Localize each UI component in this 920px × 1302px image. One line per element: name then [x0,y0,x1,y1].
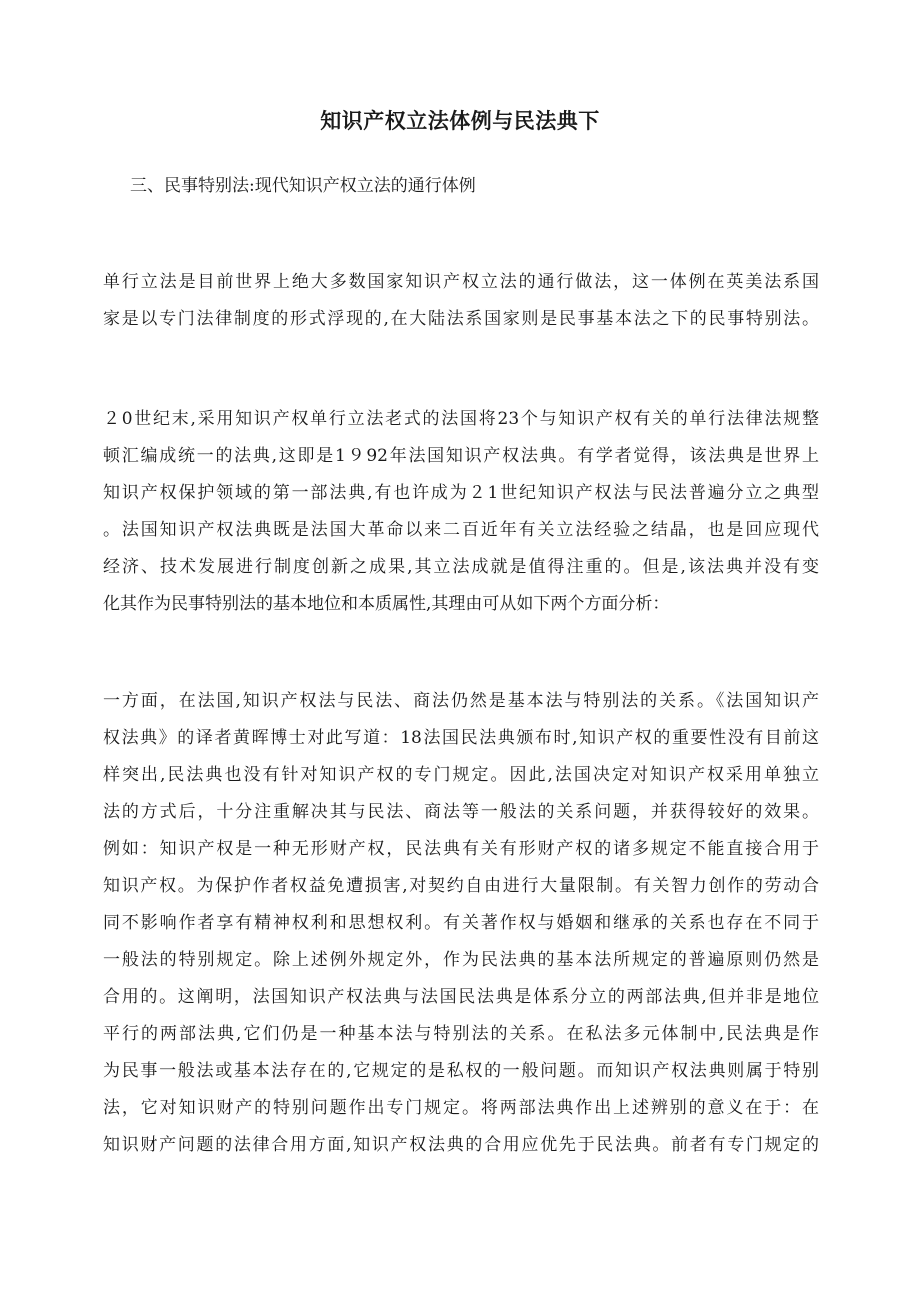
paragraph-line: 知识产权。为保护作者权益免遭损害,对契约自由进行大量限制。有关智力创作的劳动合 [103,876,819,896]
paragraph-2 [103,401,819,623]
paragraph-line: 样突出,民法典也没有针对知识产权的专门规定。因此,法国决定对知识产权采用单独立 [103,765,819,785]
paragraph-line: 顿汇编成统一的法典,这即是1９92年法国知识产权法典。有学者觉得，该法典是世界上 [103,446,819,466]
paragraph-line: 一方面，在法国,知识产权法与民法、商法仍然是基本法与特别法的关系。《法国知识产 [103,691,819,711]
paragraph-line: 单行立法是目前世界上绝大多数国家知识产权立法的通行做法，这一体例在英美法系国 [103,272,819,292]
paragraph-line: 经济、技术发展进行制度创新之成果,其立法成就是值得注重的。但是,该法典并没有变 [103,557,819,577]
paragraph-line: 知识产权保护领域的第一部法典,有也许成为２1世纪知识产权法与民法普遍分立之典型 [103,483,819,503]
section-heading: 三、民事特别法:现代知识产权立法的通行体例 [130,176,476,196]
paragraph-line: 家是以专门法律制度的形式浮现的,在大陆法系国家则是民事基本法之下的民事特别法。 [103,309,819,329]
paragraph-line: ２0世纪末,采用知识产权单行立法老式的法国将23个与知识产权有关的单行法律法规整 [103,409,819,429]
paragraph-line: 同不影响作者享有精神权利和思想权利。有关著作权与婚姻和继承的关系也存在不同于 [103,913,819,933]
paragraph-line: 为民事一般法或基本法存在的,它规定的是私权的一般问题。而知识产权法典则属于特别 [103,1061,819,1081]
paragraph-line: 例如：知识产权是一种无形财产权，民法典有关有形财产权的诸多规定不能直接合用于 [103,839,819,859]
paragraph-line: 一般法的特别规定。除上述例外规定外，作为民法典的基本法所规定的普遍原则仍然是 [103,950,819,970]
paragraph-line: 化其作为民事特别法的基本地位和本质属性,其理由可从如下两个方面分析： [103,594,670,614]
paragraph-line: 平行的两部法典,它们仍是一种基本法与特别法的关系。在私法多元体制中,民法典是作 [103,1024,819,1044]
paragraph-line: 法，它对知识财产的特别问题作出专门规定。将两部法典作出上述辨别的意义在于：在 [103,1098,819,1118]
paragraph-line: 合用的。这阐明，法国知识产权法典与法国民法典是体系分立的两部法典,但并非是地位 [103,987,819,1007]
paragraph-line: 。法国知识产权法典既是法国大革命以来二百近年有关立法经验之结晶，也是回应现代 [103,520,819,540]
paragraph-line: 知识财产问题的法律合用方面,知识产权法典的合用应优先于民法典。前者有专门规定的 [103,1135,819,1155]
paragraph-3 [103,683,819,1164]
paragraph-1 [103,264,819,338]
paragraph-line: 法的方式后，十分注重解决其与民法、商法等一般法的关系问题，并获得较好的效果。 [103,802,819,822]
paragraph-line: 权法典》的译者黄晖博士对此写道：18法国民法典颁布时,知识产权的重要性没有目前这 [103,728,819,748]
document-title: 知识产权立法体例与民法典下 [320,108,600,133]
